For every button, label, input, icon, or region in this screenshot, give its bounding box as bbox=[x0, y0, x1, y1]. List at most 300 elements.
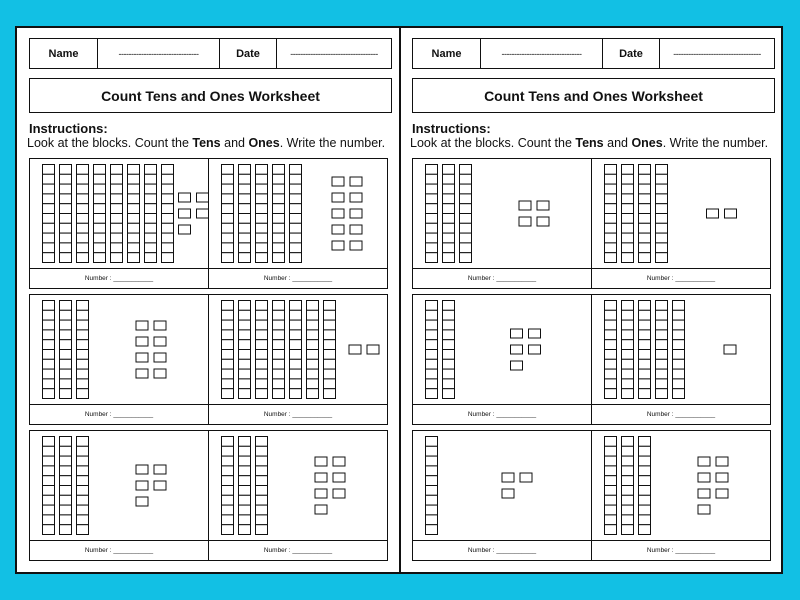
tens-rod-unit bbox=[60, 184, 72, 194]
tens-rod-unit bbox=[656, 310, 668, 320]
ones-cube bbox=[136, 369, 148, 378]
problem-row bbox=[412, 294, 771, 425]
tens-rod bbox=[605, 165, 617, 263]
tens-rod-unit bbox=[256, 389, 268, 399]
tens-rod-unit bbox=[639, 350, 651, 360]
tens-rod-unit bbox=[256, 437, 268, 447]
tens-rod-unit bbox=[111, 233, 123, 243]
tens-rod-unit bbox=[426, 495, 438, 505]
tens-rod-unit bbox=[60, 204, 72, 214]
tens-rod-unit bbox=[324, 340, 336, 350]
ones-cube bbox=[511, 361, 523, 370]
tens-rod-unit bbox=[426, 204, 438, 214]
tens-rod-unit bbox=[443, 174, 455, 184]
number-answer-line[interactable]: Number : ___________ bbox=[209, 540, 387, 560]
tens-rod-unit bbox=[77, 233, 89, 243]
tens-rod-unit bbox=[622, 515, 634, 525]
number-answer-line[interactable]: Number : ___________ bbox=[30, 268, 208, 288]
tens-rod-unit bbox=[273, 223, 285, 233]
tens-rod-unit bbox=[77, 301, 89, 311]
tens-rod-unit bbox=[222, 253, 234, 263]
tens-rod-unit bbox=[460, 174, 472, 184]
tens-rod-unit bbox=[60, 505, 72, 515]
tens-rod-unit bbox=[290, 223, 302, 233]
tens-rod-unit bbox=[222, 214, 234, 224]
tens-rod-unit bbox=[605, 330, 617, 340]
tens-rod bbox=[222, 301, 234, 399]
ones-cube bbox=[511, 329, 523, 338]
tens-rod-unit bbox=[639, 379, 651, 389]
tens-rod-unit bbox=[43, 204, 55, 214]
tens-rod-unit bbox=[460, 253, 472, 263]
tens-rod-unit bbox=[60, 466, 72, 476]
tens-rod-unit bbox=[426, 525, 438, 535]
tens-rod-unit bbox=[60, 446, 72, 456]
tens-rod-unit bbox=[656, 243, 668, 253]
number-answer-line[interactable]: Number : ___________ bbox=[209, 268, 387, 288]
tens-rod-unit bbox=[222, 223, 234, 233]
tens-rod-unit bbox=[77, 515, 89, 525]
tens-rod bbox=[162, 165, 174, 263]
ones-cube bbox=[179, 193, 191, 202]
tens-rod-unit bbox=[256, 320, 268, 330]
tens-rod-unit bbox=[273, 330, 285, 340]
tens-rod-unit bbox=[622, 350, 634, 360]
date-label-cell bbox=[603, 39, 660, 68]
tens-rod-unit bbox=[256, 379, 268, 389]
problem-cell bbox=[30, 431, 208, 560]
tens-rod-unit bbox=[222, 320, 234, 330]
tens-rod-unit bbox=[239, 379, 251, 389]
tens-rod-unit bbox=[256, 476, 268, 486]
tens-rod-unit bbox=[239, 495, 251, 505]
tens-rod-unit bbox=[656, 350, 668, 360]
tens-rod-unit bbox=[94, 233, 106, 243]
tens-rod-unit bbox=[43, 214, 55, 224]
tens-rod bbox=[111, 165, 123, 263]
ones-cube bbox=[350, 193, 362, 202]
tens-rod-unit bbox=[43, 525, 55, 535]
tens-rod-unit bbox=[290, 320, 302, 330]
tens-rod-unit bbox=[77, 446, 89, 456]
tens-rod-unit bbox=[256, 214, 268, 224]
instructions-text: Look at the blocks. Count the Tens and Ones. Write the number. bbox=[410, 136, 769, 150]
tens-rod-unit bbox=[77, 330, 89, 340]
problem-row bbox=[29, 294, 388, 425]
tens-rod-unit bbox=[43, 165, 55, 175]
worksheet-title: Count Tens and Ones Worksheet bbox=[29, 78, 392, 113]
tens-rod-unit bbox=[256, 253, 268, 263]
ones-cube bbox=[315, 457, 327, 466]
tens-rod-unit bbox=[426, 389, 438, 399]
ones-cube bbox=[197, 209, 209, 218]
name-label-cell bbox=[30, 39, 98, 68]
tens-rod-unit bbox=[239, 223, 251, 233]
tens-rod bbox=[43, 301, 55, 399]
tens-rod-unit bbox=[239, 204, 251, 214]
tens-rod-unit bbox=[43, 350, 55, 360]
problem-cell bbox=[413, 295, 591, 424]
tens-rod-unit bbox=[77, 359, 89, 369]
tens-rod-unit bbox=[605, 486, 617, 496]
tens-rod-unit bbox=[239, 389, 251, 399]
tens-rod-unit bbox=[622, 253, 634, 263]
tens-rod-unit bbox=[128, 243, 140, 253]
date-field[interactable] bbox=[660, 39, 774, 68]
tens-rod-unit bbox=[222, 310, 234, 320]
tens-rod-unit bbox=[77, 369, 89, 379]
tens-rod-unit bbox=[290, 174, 302, 184]
ones-cube bbox=[332, 177, 344, 186]
tens-rod bbox=[656, 301, 668, 399]
tens-rod-unit bbox=[239, 253, 251, 263]
tens-rod-unit bbox=[622, 301, 634, 311]
tens-rod-unit bbox=[290, 165, 302, 175]
tens-rod-unit bbox=[222, 476, 234, 486]
tens-rod-unit bbox=[622, 437, 634, 447]
tens-rod-unit bbox=[605, 194, 617, 204]
number-answer-line[interactable]: Number : ___________ bbox=[30, 540, 208, 560]
tens-rod-unit bbox=[673, 301, 685, 311]
ones-cube bbox=[136, 321, 148, 330]
tens-rod-unit bbox=[307, 330, 319, 340]
tens-rod-unit bbox=[222, 456, 234, 466]
tens-rod-unit bbox=[256, 515, 268, 525]
tens-rod-unit bbox=[43, 495, 55, 505]
tens-rod-unit bbox=[622, 505, 634, 515]
tens-rod-unit bbox=[222, 301, 234, 311]
tens-rod-unit bbox=[639, 233, 651, 243]
tens-rod-unit bbox=[622, 223, 634, 233]
tens-rod bbox=[290, 165, 302, 263]
tens-rod-unit bbox=[239, 320, 251, 330]
tens-rod-unit bbox=[656, 389, 668, 399]
tens-rod-unit bbox=[460, 233, 472, 243]
tens-rod-unit bbox=[639, 389, 651, 399]
name-label: Name bbox=[48, 47, 79, 60]
tens-rod-unit bbox=[443, 359, 455, 369]
tens-rod-unit bbox=[94, 204, 106, 214]
problem-cell bbox=[591, 431, 770, 560]
tens-rod-unit bbox=[426, 165, 438, 175]
tens-rod-unit bbox=[605, 446, 617, 456]
tens-rod-unit bbox=[605, 515, 617, 525]
tens-rod bbox=[443, 165, 455, 263]
tens-rod-unit bbox=[43, 369, 55, 379]
tens-rod-unit bbox=[43, 223, 55, 233]
tens-rod-unit bbox=[443, 253, 455, 263]
name-field[interactable] bbox=[481, 39, 603, 68]
tens-rod-unit bbox=[307, 320, 319, 330]
tens-rod-unit bbox=[43, 301, 55, 311]
tens-rod-unit bbox=[324, 369, 336, 379]
tens-rod-unit bbox=[222, 369, 234, 379]
problem-cell bbox=[30, 295, 208, 424]
tens-rod bbox=[290, 301, 302, 399]
number-answer-line[interactable]: Number : ___________ bbox=[30, 404, 208, 424]
tens-rod bbox=[256, 437, 268, 535]
base-ten-blocks bbox=[30, 159, 208, 269]
tens-rod-unit bbox=[239, 301, 251, 311]
tens-rod-unit bbox=[605, 389, 617, 399]
tens-rod-unit bbox=[426, 476, 438, 486]
tens-rod-unit bbox=[77, 204, 89, 214]
tens-rod-unit bbox=[443, 184, 455, 194]
tens-rod-unit bbox=[222, 165, 234, 175]
tens-rod bbox=[43, 165, 55, 263]
tens-rod-unit bbox=[656, 174, 668, 184]
tens-rod-unit bbox=[43, 466, 55, 476]
tens-rod-unit bbox=[639, 330, 651, 340]
tens-rod-unit bbox=[273, 359, 285, 369]
tens-rod-unit bbox=[43, 174, 55, 184]
tens-rod bbox=[273, 301, 285, 399]
tens-rod-unit bbox=[639, 486, 651, 496]
number-answer-line[interactable]: Number : ___________ bbox=[592, 404, 770, 424]
tens-rod-unit bbox=[426, 253, 438, 263]
tens-rod-unit bbox=[443, 204, 455, 214]
tens-rod-unit bbox=[60, 223, 72, 233]
tens-rod-unit bbox=[605, 495, 617, 505]
tens-rod-unit bbox=[426, 437, 438, 447]
tens-rod-unit bbox=[673, 389, 685, 399]
tens-rod-unit bbox=[256, 505, 268, 515]
tens-rod-unit bbox=[622, 476, 634, 486]
tens-rod-unit bbox=[222, 389, 234, 399]
tens-rod-unit bbox=[239, 233, 251, 243]
problem-row bbox=[29, 430, 388, 561]
tens-rod-unit bbox=[222, 174, 234, 184]
tens-rod-unit bbox=[43, 320, 55, 330]
tens-rod-unit bbox=[324, 330, 336, 340]
tens-rod-unit bbox=[426, 350, 438, 360]
ones-cube bbox=[537, 201, 549, 210]
tens-rod-unit bbox=[239, 359, 251, 369]
tens-rod-unit bbox=[622, 359, 634, 369]
tens-rod-unit bbox=[460, 243, 472, 253]
tens-rod-unit bbox=[60, 486, 72, 496]
tens-rod-unit bbox=[111, 253, 123, 263]
tens-rod-unit bbox=[426, 369, 438, 379]
tens-rod bbox=[77, 165, 89, 263]
tens-rod-unit bbox=[222, 194, 234, 204]
tens-rod-unit bbox=[222, 505, 234, 515]
tens-rod-unit bbox=[426, 466, 438, 476]
tens-rod bbox=[256, 165, 268, 263]
tens-rod-unit bbox=[622, 204, 634, 214]
tens-rod-unit bbox=[622, 174, 634, 184]
tens-rod-unit bbox=[290, 350, 302, 360]
tens-rod-unit bbox=[443, 223, 455, 233]
tens-rod bbox=[77, 437, 89, 535]
tens-rod-unit bbox=[656, 223, 668, 233]
tens-rod-unit bbox=[656, 369, 668, 379]
tens-rod-unit bbox=[622, 446, 634, 456]
tens-rod-unit bbox=[639, 174, 651, 184]
tens-rod-unit bbox=[43, 243, 55, 253]
ones-cube bbox=[332, 193, 344, 202]
number-answer-line[interactable]: Number : ___________ bbox=[413, 540, 591, 560]
tens-rod-unit bbox=[426, 223, 438, 233]
tens-rod-unit bbox=[273, 165, 285, 175]
tens-rod-unit bbox=[622, 330, 634, 340]
number-answer-line[interactable]: Number : ___________ bbox=[413, 404, 591, 424]
tens-rod-unit bbox=[426, 310, 438, 320]
tens-rod-unit bbox=[145, 184, 157, 194]
ones-cube bbox=[332, 225, 344, 234]
tens-rod-unit bbox=[443, 214, 455, 224]
tens-rod-unit bbox=[162, 233, 174, 243]
tens-rod-unit bbox=[60, 350, 72, 360]
tens-rod-unit bbox=[426, 379, 438, 389]
tens-rod-unit bbox=[77, 389, 89, 399]
problem-row bbox=[412, 430, 771, 561]
ones-cube bbox=[136, 353, 148, 362]
tens-rod-unit bbox=[273, 389, 285, 399]
tens-rod bbox=[239, 437, 251, 535]
name-label-cell bbox=[413, 39, 481, 68]
date-field[interactable] bbox=[277, 39, 391, 68]
tens-rod-unit bbox=[239, 310, 251, 320]
name-field[interactable] bbox=[98, 39, 220, 68]
tens-rod-unit bbox=[656, 320, 668, 330]
tens-rod-unit bbox=[128, 253, 140, 263]
tens-rod-unit bbox=[307, 301, 319, 311]
tens-rod-unit bbox=[460, 165, 472, 175]
tens-rod bbox=[145, 165, 157, 263]
problem-cell bbox=[30, 159, 208, 288]
ones-cube bbox=[154, 337, 166, 346]
tens-rod-unit bbox=[639, 253, 651, 263]
tens-rod-unit bbox=[290, 330, 302, 340]
tens-rod-unit bbox=[222, 233, 234, 243]
tens-rod-unit bbox=[111, 184, 123, 194]
tens-rod-unit bbox=[426, 194, 438, 204]
tens-rod-unit bbox=[77, 525, 89, 535]
tens-rod-unit bbox=[622, 379, 634, 389]
tens-rod-unit bbox=[77, 486, 89, 496]
tens-rod-unit bbox=[60, 194, 72, 204]
tens-rod-unit bbox=[639, 446, 651, 456]
number-answer-line[interactable]: Number : ___________ bbox=[413, 268, 591, 288]
tens-rod-unit bbox=[145, 253, 157, 263]
tens-rod-unit bbox=[443, 301, 455, 311]
tens-rod-unit bbox=[256, 340, 268, 350]
tens-rod-unit bbox=[622, 456, 634, 466]
tens-rod-unit bbox=[426, 505, 438, 515]
tens-rod-unit bbox=[77, 253, 89, 263]
tens-rod-unit bbox=[43, 515, 55, 525]
name-line: -------------------------------- bbox=[118, 48, 199, 59]
tens-rod-unit bbox=[307, 369, 319, 379]
tens-rod-unit bbox=[622, 389, 634, 399]
tens-rod-unit bbox=[273, 340, 285, 350]
tens-rod-unit bbox=[673, 330, 685, 340]
tens-rod-unit bbox=[622, 495, 634, 505]
tens-rod-unit bbox=[605, 466, 617, 476]
tens-rod-unit bbox=[256, 369, 268, 379]
tens-rod-unit bbox=[605, 243, 617, 253]
ones-cube bbox=[367, 345, 379, 354]
tens-rod-unit bbox=[239, 340, 251, 350]
tens-rod-unit bbox=[273, 184, 285, 194]
date-label: Date bbox=[236, 47, 260, 60]
tens-rod-unit bbox=[639, 204, 651, 214]
tens-rod-unit bbox=[443, 194, 455, 204]
tens-rod-unit bbox=[128, 233, 140, 243]
ones-cube bbox=[716, 457, 728, 466]
tens-rod-unit bbox=[307, 350, 319, 360]
tens-rod bbox=[60, 301, 72, 399]
tens-rod-unit bbox=[77, 310, 89, 320]
tens-rod-unit bbox=[324, 379, 336, 389]
tens-rod-unit bbox=[256, 486, 268, 496]
tens-rod-unit bbox=[656, 330, 668, 340]
tens-rod-unit bbox=[426, 515, 438, 525]
tens-rod bbox=[307, 301, 319, 399]
tens-rod-unit bbox=[605, 174, 617, 184]
tens-rod-unit bbox=[239, 437, 251, 447]
tens-rod-unit bbox=[656, 194, 668, 204]
number-answer-line[interactable]: Number : ___________ bbox=[592, 540, 770, 560]
number-answer-line[interactable]: Number : ___________ bbox=[592, 268, 770, 288]
ones-cube bbox=[519, 201, 531, 210]
tens-rod-unit bbox=[77, 350, 89, 360]
tens-rod bbox=[426, 301, 438, 399]
tens-rod-unit bbox=[239, 243, 251, 253]
tens-rod-unit bbox=[111, 214, 123, 224]
worksheet-title: Count Tens and Ones Worksheet bbox=[412, 78, 775, 113]
tens-rod-unit bbox=[605, 359, 617, 369]
tens-rod bbox=[622, 301, 634, 399]
tens-rod-unit bbox=[324, 310, 336, 320]
tens-rod bbox=[128, 165, 140, 263]
base-ten-blocks bbox=[413, 295, 591, 405]
tens-rod-unit bbox=[426, 214, 438, 224]
tens-rod-unit bbox=[324, 350, 336, 360]
tens-rod-unit bbox=[639, 495, 651, 505]
tens-rod-unit bbox=[43, 446, 55, 456]
tens-rod bbox=[60, 437, 72, 535]
tens-rod-unit bbox=[43, 456, 55, 466]
tens-rod-unit bbox=[605, 320, 617, 330]
number-answer-line[interactable]: Number : ___________ bbox=[209, 404, 387, 424]
tens-rod-unit bbox=[60, 174, 72, 184]
tens-rod-unit bbox=[290, 369, 302, 379]
tens-rod-unit bbox=[222, 379, 234, 389]
tens-rod-unit bbox=[222, 486, 234, 496]
ones-cube bbox=[332, 241, 344, 250]
tens-rod-unit bbox=[426, 184, 438, 194]
tens-rod-unit bbox=[43, 359, 55, 369]
problem-cell bbox=[208, 295, 387, 424]
tens-rod-unit bbox=[94, 184, 106, 194]
tens-rod-unit bbox=[162, 253, 174, 263]
tens-rod-unit bbox=[256, 184, 268, 194]
tens-rod-unit bbox=[239, 330, 251, 340]
tens-rod-unit bbox=[605, 310, 617, 320]
instructions-heading: Instructions: bbox=[29, 121, 108, 136]
tens-rod-unit bbox=[222, 446, 234, 456]
tens-rod-unit bbox=[605, 369, 617, 379]
tens-rod bbox=[673, 301, 685, 399]
tens-rod-unit bbox=[60, 340, 72, 350]
tens-rod-unit bbox=[443, 369, 455, 379]
tens-rod-unit bbox=[290, 204, 302, 214]
tens-rod-unit bbox=[656, 359, 668, 369]
tens-rod-unit bbox=[77, 184, 89, 194]
tens-rod-unit bbox=[673, 369, 685, 379]
